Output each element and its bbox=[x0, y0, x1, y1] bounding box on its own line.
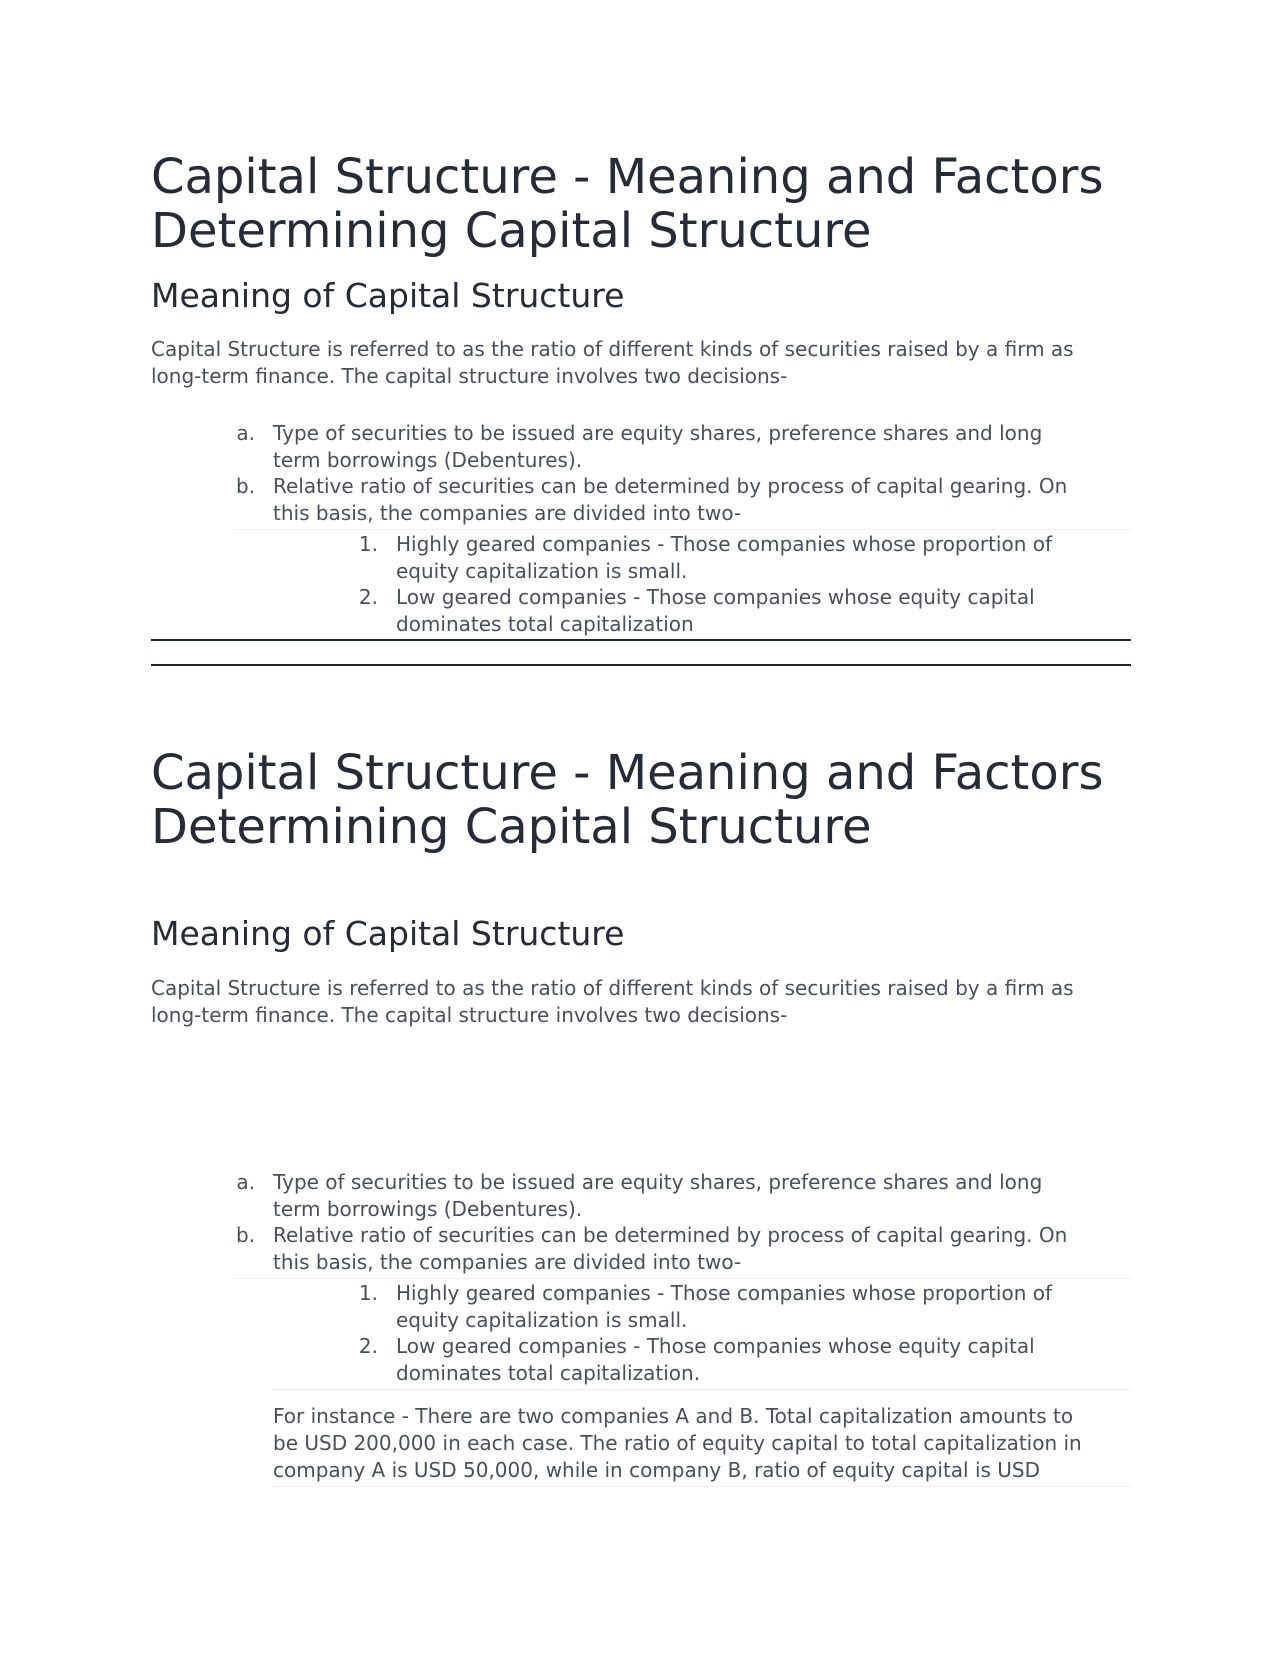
section2-title bbox=[151, 746, 1151, 854]
dotted-separator bbox=[235, 529, 1131, 530]
list-marker: b. bbox=[235, 474, 255, 498]
section1-paragraph-line2: long-term finance. The capital structure involves two decisions- bbox=[151, 364, 788, 388]
list-marker: a. bbox=[236, 1170, 255, 1194]
list-item-line1: Low geared companies - Those companies whose equity capital bbox=[396, 585, 1035, 609]
section1-paragraph-line1: Capital Structure is referred to as the ratio of different kinds of securities raised by a firm as bbox=[151, 337, 1074, 361]
section1-title bbox=[151, 150, 1151, 258]
list-item-line1: Relative ratio of securities can be determined by process of capital gearing. On bbox=[273, 474, 1068, 498]
list-item-line1: Type of securities to be issued are equity shares, preference shares and long bbox=[273, 421, 1043, 445]
section1-title-line2: Determining Capital Structure bbox=[151, 203, 872, 259]
horizontal-rule bbox=[151, 664, 1131, 666]
list-item-line2: equity capitalization is small. bbox=[396, 1308, 688, 1332]
dotted-separator bbox=[235, 1278, 1131, 1279]
list-item-line1: Highly geared companies - Those companies whose proportion of bbox=[396, 1281, 1053, 1305]
list-item-text bbox=[273, 1222, 1113, 1276]
section2-title-line2: Determining Capital Structure bbox=[151, 799, 872, 855]
list-item-line2: dominates total capitalization bbox=[396, 612, 694, 636]
section2-paragraph-line1: Capital Structure is referred to as the ratio of different kinds of securities raised by a firm as bbox=[151, 976, 1074, 1000]
section1-title-line1: Capital Structure - Meaning and Factors bbox=[151, 149, 1104, 205]
list-item-line2: term borrowings (Debentures). bbox=[273, 1197, 583, 1221]
list-item-line2: equity capitalization is small. bbox=[396, 559, 688, 583]
list-item-line2: term borrowings (Debentures). bbox=[273, 448, 583, 472]
section2-instance-paragraph bbox=[273, 1403, 1133, 1484]
dotted-separator bbox=[273, 1486, 1131, 1487]
list-item-line1: Low geared companies - Those companies whose equity capital bbox=[396, 1334, 1035, 1358]
list-marker: a. bbox=[236, 421, 255, 445]
list-item-line1: Relative ratio of securities can be determined by process of capital gearing. On bbox=[273, 1223, 1068, 1247]
list-item-line1: Type of securities to be issued are equity shares, preference shares and long bbox=[273, 1170, 1043, 1194]
list-item-line2: dominates total capitalization. bbox=[396, 1361, 701, 1385]
list-item-text bbox=[396, 1280, 1116, 1334]
list-item-text bbox=[273, 1169, 1113, 1223]
instance-line3: company A is USD 50,000, while in company B, ratio of equity capital is USD bbox=[273, 1458, 1041, 1482]
list-item-text bbox=[273, 473, 1113, 527]
section2-subtitle: Meaning of Capital Structure bbox=[151, 914, 625, 953]
list-item-text bbox=[396, 531, 1116, 585]
list-item-text bbox=[273, 420, 1113, 474]
section2-paragraph-line2: long-term finance. The capital structure involves two decisions- bbox=[151, 1003, 788, 1027]
horizontal-rule bbox=[151, 639, 1131, 641]
section1-subtitle: Meaning of Capital Structure bbox=[151, 276, 625, 315]
list-marker: 1. bbox=[358, 1281, 378, 1305]
dotted-separator bbox=[273, 1389, 1131, 1390]
list-item-line2: this basis, the companies are divided into two- bbox=[273, 501, 742, 525]
section1-paragraph bbox=[151, 336, 1136, 390]
section2-paragraph bbox=[151, 975, 1136, 1029]
list-marker: 1. bbox=[358, 532, 378, 556]
list-item-line1: Highly geared companies - Those companies whose proportion of bbox=[396, 532, 1053, 556]
list-marker: 2. bbox=[358, 1334, 378, 1358]
list-item-line2: this basis, the companies are divided into two- bbox=[273, 1250, 742, 1274]
list-item-text bbox=[396, 584, 1116, 638]
instance-line2: be USD 200,000 in each case. The ratio of equity capital to total capitalization in bbox=[273, 1431, 1082, 1455]
list-marker: b. bbox=[235, 1223, 255, 1247]
section2-title-line1: Capital Structure - Meaning and Factors bbox=[151, 745, 1104, 801]
instance-line1: For instance - There are two companies A and B. Total capitalization amounts to bbox=[273, 1404, 1074, 1428]
list-marker: 2. bbox=[358, 585, 378, 609]
list-item-text bbox=[396, 1333, 1116, 1387]
